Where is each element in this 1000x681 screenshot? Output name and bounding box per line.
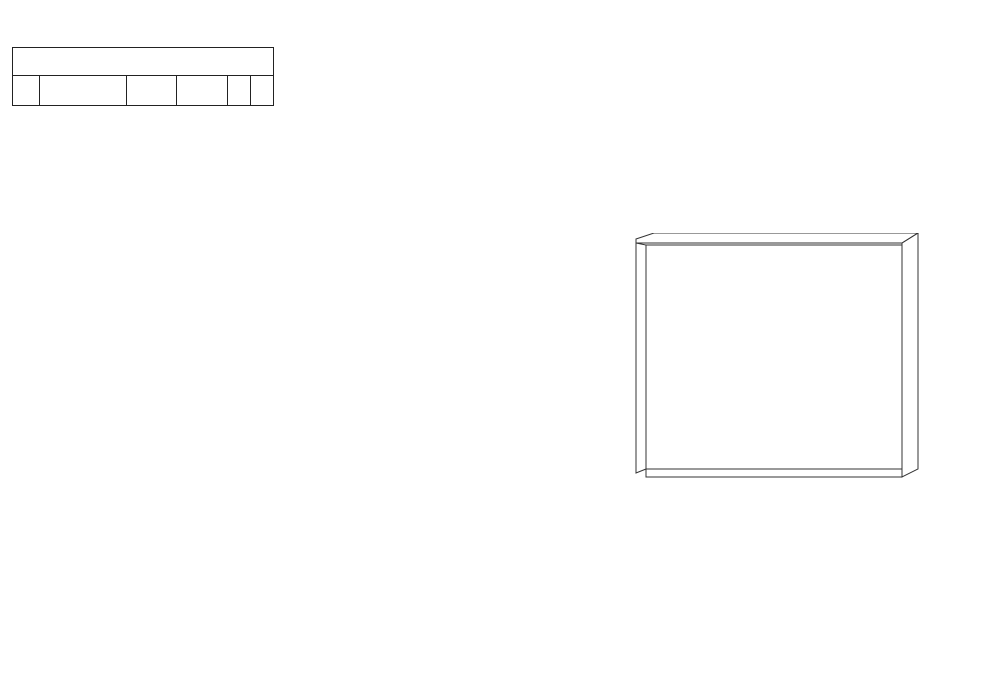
spec-caption-row bbox=[13, 48, 274, 76]
spec-header-row bbox=[13, 76, 274, 106]
spec-header-cell bbox=[126, 76, 177, 106]
spec-header-cell bbox=[250, 76, 273, 106]
spec-header-cell bbox=[177, 76, 228, 106]
spec-table bbox=[12, 47, 274, 106]
dresser-body bbox=[646, 245, 902, 477]
dresser-right-side bbox=[902, 233, 918, 477]
dresser-drawing bbox=[634, 233, 920, 485]
dresser-top bbox=[636, 233, 918, 243]
dresser-side bbox=[636, 243, 646, 473]
spec-header-cell bbox=[227, 76, 250, 106]
spec-header-cell bbox=[40, 76, 126, 106]
spec-header-cell bbox=[13, 76, 40, 106]
